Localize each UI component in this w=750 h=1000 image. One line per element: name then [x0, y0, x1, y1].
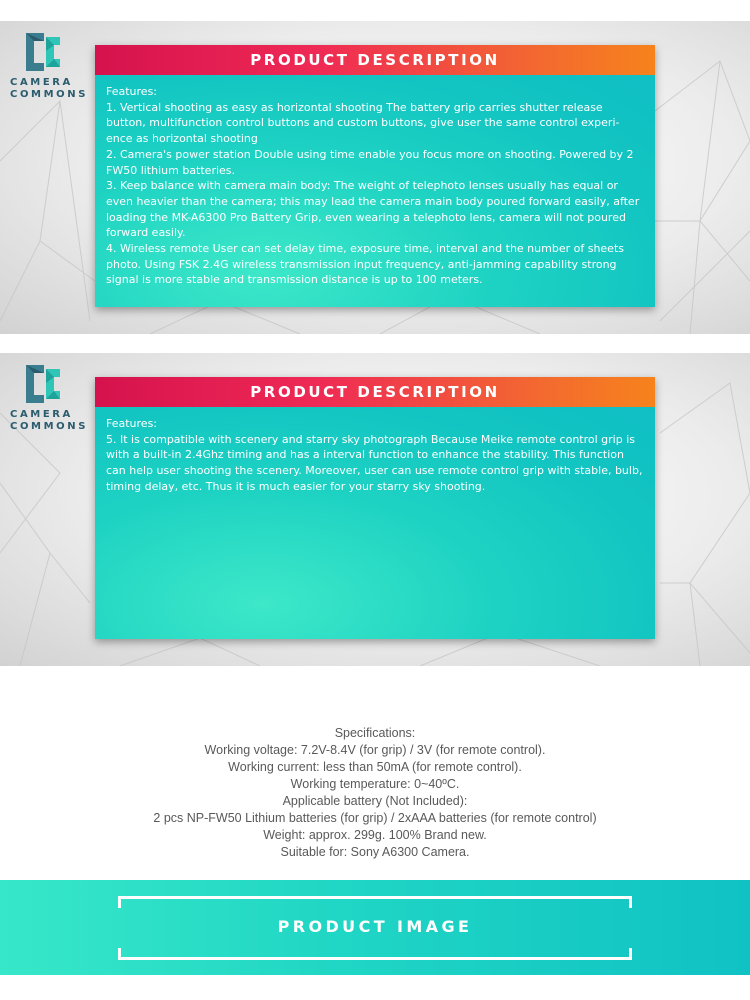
spec-line: 2 pcs NP-FW50 Lithium batteries (for grip) / 2xAAA batteries (for remote control) — [153, 811, 597, 825]
logo-text-camera: CAMERA — [10, 409, 73, 420]
description-card — [95, 45, 655, 307]
logo-text-commons: COMMONS — [10, 89, 89, 100]
spec-line: Working current: less than 50mA (for remote control). — [228, 760, 522, 774]
feature-item: 5. It is compatible with scenery and starry sky photograph Because Meike remote control grip is with a built-in 2.4Ghz timing and has a interval function to enhance the stability. This function can help user shooting the scenery. Moreover, user can use remote control grip with stable, bulb, timing delay, etc. Thus it is much easier for your starry sky shooting. — [106, 432, 643, 493]
spec-line: Suitable for: Sony A6300 Camera. — [280, 845, 470, 859]
specs-title: Specifications: — [334, 726, 416, 740]
card-header — [95, 45, 655, 75]
card-header-title: PRODUCT DESCRIPTION — [250, 383, 500, 401]
description-banner-2 — [0, 353, 750, 666]
features-label: Features: — [106, 417, 158, 430]
camera-commons-logo — [10, 363, 90, 443]
product-image-frame — [118, 896, 632, 960]
logo-text-camera: CAMERA — [10, 77, 73, 88]
spec-line: Working voltage: 7.2V-8.4V (for grip) / 3V (for remote control). — [204, 743, 546, 757]
frame-bracket-bottom — [118, 948, 632, 960]
camera-commons-logo — [10, 31, 90, 111]
specifications — [0, 725, 750, 861]
frame-bracket-top — [118, 896, 632, 908]
camera-commons-logo-icon — [24, 31, 64, 73]
card-header-title: PRODUCT DESCRIPTION — [250, 51, 500, 69]
card-body — [95, 407, 655, 639]
description-card — [95, 377, 655, 639]
card-body — [95, 75, 655, 307]
feature-item: 1. Vertical shooting as easy as horizontal shooting The battery grip carries shutter release button, multifunction control buttons and custom buttons, give user the same control experi-ence as horizontal shooting — [106, 100, 620, 146]
spec-line: Weight: approx. 299g. 100% Brand new. — [263, 828, 487, 842]
description-banner-1 — [0, 21, 750, 334]
spec-line: Applicable battery (Not Included): — [282, 794, 468, 808]
features-label: Features: — [106, 85, 158, 98]
logo-text-commons: COMMONS — [10, 421, 89, 432]
camera-commons-logo-icon — [24, 363, 64, 405]
spec-line: Working temperature: 0~40ºC. — [290, 777, 460, 791]
feature-item: 3. Keep balance with camera main body: The weight of telephoto lenses usually has equal or even heavier than the camera; this may lead the camera main body poured forward easily, after loading the MK-A6300 Pro Battery Grip, even wearing a telephoto lens, camera will not poured forward easily. — [106, 179, 640, 240]
feature-item: 4. Wireless remote User can set delay time, exposure time, interval and the number of sheets photo. Using FSK 2.4G wireless transmission input frequency, anti-jamming capability strong signal is more stable and transmission distance is up to 100 meters. — [106, 242, 624, 287]
product-image-title: PRODUCT IMAGE — [277, 917, 473, 936]
card-header — [95, 377, 655, 407]
feature-item: 2. Camera's power station Double using time enable you focus more on shooting. Powered by 2 FW50 lithium batteries. — [106, 147, 634, 177]
product-image-banner — [0, 880, 750, 975]
